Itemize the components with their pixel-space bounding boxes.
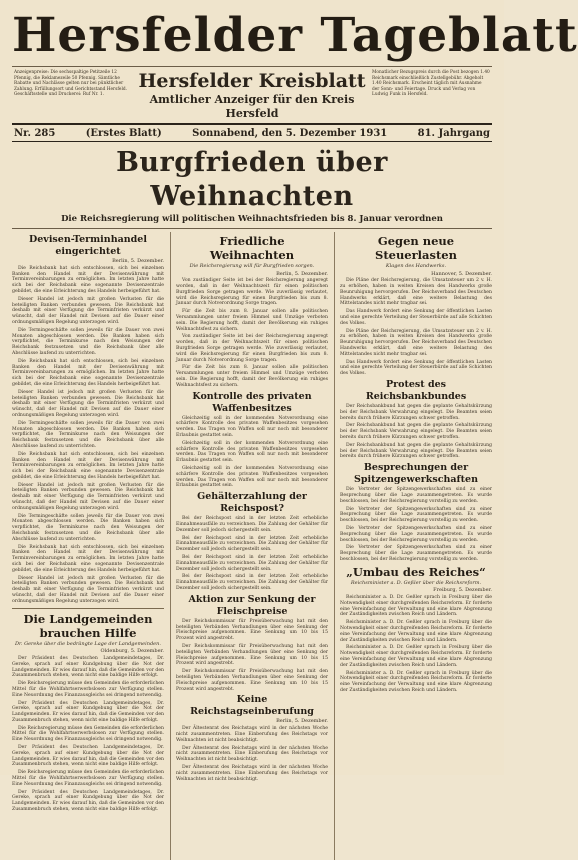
article-paragraph: Reichsminister a. D. Dr. Geßler sprach in Freiburg über die Notwendigkeit einer durchgreifenden Reichsreform. Er forderte eine Vereinfachung der Verwaltung und eine klare Abgrenzung der Zuständigkeiten zwischen Reich und Ländern. <box>340 645 492 668</box>
article-paragraph: Der Reichsbankbund hat gegen die geplante Gehaltskürzung bei der Reichsbank Verwahrung eingelegt. Die Beamten seien bereits durch frühere Kürzungen schwer getroffen. <box>340 404 492 421</box>
article-title: Kontrolle des privaten Waffenbesitzes <box>192 390 312 414</box>
article-subtitle: Klagen des Handwerks. <box>385 263 447 269</box>
kreisblatt-title: Hersfelder Kreisblatt <box>138 70 366 92</box>
issue-dateline <box>12 123 492 142</box>
article-paragraph: Der Reichskommissar für Preisüberwachung hat mit den beteiligten Verbänden Verhandlungen über eine Senkung der Fleischpreise aufgenommen. Eine Senkung um 10 bis 15 Prozent wird angestrebt. <box>176 618 328 642</box>
article-title: Devisen-Terminhandel eingerichtet <box>29 234 147 257</box>
article-paragraph: Dieser Handel ist jedoch mit großen Verlusten für die beteiligten Banken verbunden gewesen. Die Reichsbank hat deshalb mit einer Verfügung die Terminfristen verkürzt und wünscht, daß der Handel mit Devisen auf die Dauer einer ordnungsmäßigen Regelung unterzogen wird. <box>12 296 164 325</box>
article-paragraph: Die Termingeschäfte sollen jeweils für die Dauer von zwei Monaten abgeschlossen werden. Die Banken haben sich verpflichtet, die Terminkurse nach den Weisungen der Reichsbank festzusetzen und die Reichsbank über alle Abschlüsse laufend zu unterrichten. <box>12 420 164 449</box>
article-paragraph: Dieser Handel ist jedoch mit großen Verlusten für die beteiligten Banken verbunden gewesen. Die Reichsbank hat deshalb mit einer Verfügung die Terminfristen verkürzt und wünscht, daß der Handel mit Devisen auf die Dauer einer ordnungsmäßigen Regelung unterzogen wird. <box>12 575 164 604</box>
article-paragraph: Reichsminister a. D. Dr. Geßler sprach in Freiburg über die Notwendigkeit einer durchgreifenden Reichsreform. Er forderte eine Vereinfachung der Verwaltung und eine klare Abgrenzung der Zuständigkeiten zwischen Reich und Ländern. <box>340 595 492 618</box>
article-paragraph: Bei der Reichspost sind in der letzten Zeit erhebliche Einnahmeausfälle zu verzeichnen. Die Zahlung der Gehälter für Dezember soll jedoch sichergestellt sein. <box>176 554 328 572</box>
article-title: Keine Reichstagseinberufung <box>190 694 314 718</box>
headline-deck: Die Reichsregierung will politischen Weihnachtsfrieden bis 8. Januar verordnen <box>12 214 492 229</box>
article-paragraph: Die Reichsbank hat sich entschlossen, sich bei einzelnen Banken den Handel mit der Devisenwährung mit Terminvereinbarungen zu ermöglichen. Im letzten Jahre hatte sich bei der Reichsbank eine sogenannte Devisenzentrale gebildet, die eine Erleichterung des Handels herbeigeführt hat. <box>12 544 164 573</box>
article-paragraph: Der Präsident des Deutschen Landgemeindetages, Dr. Gereke, sprach auf einer Kundgebung über die Not der Landgemeinden. Er wies darauf hin, daß die Gemeinden vor den Zusammenbruch stehen, wenn nicht eine baldige Hilfe erfolgt. <box>12 655 164 679</box>
article-paragraph: Das Handwerk fordert eine Senkung der öffentlichen Lasten und eine gerechte Verteilung der Steuerbürde auf alle Schichten des Volkes. <box>340 309 492 326</box>
article-paragraph: Der Reichsbankbund hat gegen die geplante Gehaltskürzung bei der Reichsbank Verwahrung eingelegt. Die Beamten seien bereits durch frühere Kürzungen schwer getroffen. <box>340 442 492 460</box>
article-paragraph: Die Reichsbank hat sich entschlossen, sich bei einzelnen Banken den Handel mit der Devisenwährung mit Terminvereinbarungen zu ermöglichen. Im letzten Jahre hatte sich bei der Reichsbank eine sogenannte Devisenzentrale gebildet, die eine Erleichterung des Handels herbeigeführt hat. <box>12 358 164 387</box>
masthead-title: Hersfelder Tageblatt <box>12 8 578 63</box>
article-title: Protest des Reichsbankbundes <box>365 379 467 403</box>
article-paragraph: Der Reichskommissar für Preisüberwachung hat mit den beteiligten Verbänden Verhandlungen über eine Senkung der Fleischpreise aufgenommen. Eine Senkung um 10 bis 15 Prozent wird angestrebt. <box>176 643 328 667</box>
article-paragraph: Von zuständiger Seite ist bei der Reichsregierung angeregt worden, daß in der Weihnachtszeit für einen politischen Burgfrieden Sorge getragen werde. Wie zuverlässig verlautet, wird die Reichsregierung für einen Burgfrieden bis zum 8. Januar durch Notverordnung Sorge tragen. <box>176 278 328 307</box>
issue-number: Nr. 285 <box>14 127 56 139</box>
article-title: Besprechungen der Spitzengewerkschaften <box>354 462 478 486</box>
article-paragraph: Der Reichsbankbund hat gegen die geplante Gehaltskürzung bei der Reichsbank Verwahrung eingelegt. Die Beamten seien bereits durch frühere Kürzungen schwer getroffen. <box>340 423 492 441</box>
issue-date: Sonnabend, den 5. Dezember 1931 <box>192 127 388 139</box>
article-dateline: Hannover, 5. Dezember. <box>431 270 492 277</box>
article-paragraph: Der Präsident des Deutschen Landgemeindetages, Dr. Gereke, sprach auf einer Kundgebung über die Not der Landgemeinden. Er wies darauf hin, daß die Gemeinden vor den Zusammenbruch stehen, wenn nicht eine baldige Hilfe erfolgt. <box>12 700 164 723</box>
article-columns <box>12 232 492 860</box>
article-paragraph: Der Ältestenrat des Reichstags wird in der nächsten Woche nicht zusammentreten. Eine Einberufung des Reichstags vor Weihnachten ist nicht beabsichtigt. <box>176 726 328 743</box>
article-paragraph: Die Vertreter der Spitzengewerkschaften sind zu einer Besprechung über die Lage zusammengetreten. Es wurde beschlossen, bei der Reichsregierung vorstellig zu werden. <box>340 506 492 524</box>
article-title: Gegen neue Steuerlasten <box>375 234 457 262</box>
article-paragraph: Bei der Reichspost sind in der letzten Zeit erhebliche Einnahmeausfälle zu verzeichnen. Die Zahlung der Gehälter für Dezember soll jedoch sichergestellt sein. <box>176 574 328 591</box>
main-headline: Burgfrieden über Weihnachten <box>116 147 388 212</box>
article-paragraph: Die Pläne der Reichsregierung, die Umsatzsteuer um 2 v. H. zu erhöhen, haben in weiten Kreisen des Handwerks große Beunruhigung hervorgerufen. Der Reichsverband des Deutschen Handwerks erklärt, daß eine weitere Belastung des Mittelstandes nicht mehr tragbar sei. <box>340 328 492 357</box>
article-paragraph: Die Vertreter der Spitzengewerkschaften sind zu einer Besprechung über die Lage zusammengetreten. Es wurde beschlossen, bei der Reichsregierung vorstellig zu werden. <box>340 487 492 504</box>
article-title: Gehälterzahlung der Reichspost? <box>197 491 307 515</box>
article-dateline: Oldenburg, 5. Dezember. <box>100 648 164 655</box>
column-divider-rule <box>12 608 164 609</box>
article-paragraph: Die Pläne der Reichsregierung, die Umsatzsteuer um 2 v. H. zu erhöhen, haben in weiten Kreisen des Handwerks große Beunruhigung hervorgerufen. Der Reichsverband des Deutschen Handwerks erklärt, daß eine weitere Belastung des Mittelstandes nicht mehr tragbar sei. <box>340 278 492 307</box>
article-paragraph: Die Termingeschäfte sollen jeweils für die Dauer von zwei Monaten abgeschlossen werden. Die Banken haben sich verpflichtet, die Terminkurse nach den Weisungen der Reichsbank festzusetzen und die Reichsbank über alle Abschlüsse laufend zu unterrichten. <box>12 327 164 356</box>
column-1 <box>12 232 164 860</box>
article-paragraph: Die Vertreter der Spitzengewerkschaften sind zu einer Besprechung über die Lage zusammengetreten. Es wurde beschlossen, bei der Reichsregierung vorstellig zu werden. <box>340 545 492 562</box>
article-paragraph: Für die Zeit bis zum 8. Januar sollen alle politischen Versammlungen unter freiem Himmel und Umzüge verboten sein. Die Regierung hofft, damit der Bevölkerung ein ruhiges Weihnachtsfest zu sichern. <box>176 365 328 388</box>
article-subtitle: Die Reichsregierung will für Burgfrieden sorgen. <box>189 263 315 269</box>
subhead-center <box>134 67 370 121</box>
subscription-info-right: Monatlicher Bezugspreis durch die Post bezogen 1.40 Reichsmark einschließlich Zustellgebühr. Abgeholt 1.40 Reichsmark. Erscheint täglich mit Ausnahme der Sonn- und Feiertage. Druck und Verlag von Ludwig Funk in Hersfeld. <box>372 70 490 98</box>
volume-label: 81. Jahrgang <box>417 127 490 139</box>
article-title: Friedliche Weihnachten <box>209 234 295 262</box>
article-title: Aktion zur Senkung der Fleischpreise <box>188 593 316 617</box>
article-paragraph: Gleichzeitig soll in der kommenden Notverordnung eine schärfere Kontrolle des privaten Waffenbesitzes vorgesehen werden. Das Tragen von Waffen soll nur noch mit besonderer Erlaubnis gestattet sein. <box>176 415 328 439</box>
article-dateline: Freiburg, 5. Dezember. <box>433 587 492 594</box>
article-paragraph: Gleichzeitig soll in der kommenden Notverordnung eine schärfere Kontrolle des privaten Waffenbesitzes vorgesehen werden. Das Tragen von Waffen soll nur noch mit besonderer Erlaubnis gestattet sein. <box>176 466 328 489</box>
article-dateline: Berlin, 5. Dezember. <box>112 258 164 264</box>
article-title: Die Landgemeinden brauchen Hilfe <box>23 611 153 640</box>
subhead-band <box>12 66 492 121</box>
article-paragraph: Die Reichsregierung müsse den Gemeinden die erforderlichen Mittel für die Wohlfahrtserwerbslosen zur Verfügung stellen. Eine Neuordnung des Finanzausgleichs sei dringend notwendig. <box>12 725 164 743</box>
article-dateline: Berlin, 5. Dezember. <box>276 270 328 277</box>
article-paragraph: Der Präsident des Deutschen Landgemeindetages, Dr. Gereke, sprach auf einer Kundgebung über die Not der Landgemeinden. Er wies darauf hin, daß die Gemeinden vor den Zusammenbruch stehen, wenn nicht eine baldige Hilfe erfolgt. <box>12 789 164 813</box>
article-paragraph: Von zuständiger Seite ist bei der Reichsregierung angeregt worden, daß in der Weihnachtszeit für einen politischen Burgfrieden Sorge getragen werde. Wie zuverlässig verlautet, wird die Reichsregierung für einen Burgfrieden bis zum 8. Januar durch Notverordnung Sorge tragen. <box>176 334 328 363</box>
column-2 <box>170 232 328 860</box>
article-paragraph: Reichsminister a. D. Dr. Geßler sprach in Freiburg über die Notwendigkeit einer durchgreifenden Reichsreform. Er forderte eine Vereinfachung der Verwaltung und eine klare Abgrenzung der Zuständigkeiten zwischen Reich und Ländern. <box>340 670 492 694</box>
article-paragraph: Der Präsident des Deutschen Landgemeindetages, Dr. Gereke, sprach auf einer Kundgebung über die Not der Landgemeinden. Er wies darauf hin, daß die Gemeinden vor den Zusammenbruch stehen, wenn nicht eine baldige Hilfe erfolgt. <box>12 745 164 768</box>
article-paragraph: Die Vertreter der Spitzengewerkschaften sind zu einer Besprechung über die Lage zusammengetreten. Es wurde beschlossen, bei der Reichsregierung vorstellig zu werden. <box>340 526 492 543</box>
article-paragraph: Die Reichsregierung müsse den Gemeinden die erforderlichen Mittel für die Wohlfahrtserwerbslosen zur Verfügung stellen. Eine Neuordnung des Finanzausgleichs sei dringend notwendig. <box>12 681 164 698</box>
article-paragraph: Dieser Handel ist jedoch mit großen Verlusten für die beteiligten Banken verbunden gewesen. Die Reichsbank hat deshalb mit einer Verfügung die Terminfristen verkürzt und wünscht, daß der Handel mit Devisen auf die Dauer einer ordnungsmäßigen Regelung unterzogen wird. <box>12 389 164 418</box>
article-paragraph: Der Ältestenrat des Reichstags wird in der nächsten Woche nicht zusammentreten. Eine Einberufung des Reichstags vor Weihnachten ist nicht beabsichtigt. <box>176 764 328 782</box>
article-paragraph: Die Reichsbank hat sich entschlossen, sich bei einzelnen Banken den Handel mit der Devisenwährung mit Terminvereinbarungen zu ermöglichen. Im letzten Jahre hatte sich bei der Reichsbank eine sogenannte Devisenzentrale gebildet, die eine Erleichterung des Handels herbeigeführt hat. <box>12 265 164 294</box>
article-paragraph: Die Reichsbank hat sich entschlossen, sich bei einzelnen Banken den Handel mit der Devisenwährung mit Terminvereinbarungen zu ermöglichen. Im letzten Jahre hatte sich bei der Reichsbank eine sogenannte Devisenzentrale gebildet, die eine Erleichterung des Handels herbeigeführt hat. <box>12 451 164 480</box>
article-paragraph: Das Handwerk fordert eine Senkung der öffentlichen Lasten und eine gerechte Verteilung der Steuerbürde auf alle Schichten des Volkes. <box>340 359 492 377</box>
article-subtitle: Dr. Gereke über die bedrängte Lage der Landgemeinden. <box>15 640 161 647</box>
article-paragraph: Dieser Handel ist jedoch mit großen Verlusten für die beteiligten Banken verbunden gewesen. Die Reichsbank hat deshalb mit einer Verfügung die Terminfristen verkürzt und wünscht, daß der Handel mit Devisen auf die Dauer einer ordnungsmäßigen Regelung unterzogen wird. <box>12 482 164 511</box>
article-paragraph: Für die Zeit bis zum 8. Januar sollen alle politischen Versammlungen unter freiem Himmel und Umzüge verboten sein. Die Regierung hofft, damit der Bevölkerung ein ruhiges Weihnachtsfest zu sichern. <box>176 309 328 332</box>
article-subtitle: Reichsminister a. D. Geßler über die Reichsreform. <box>350 579 482 586</box>
article-paragraph: Der Ältestenrat des Reichstags wird in der nächsten Woche nicht zusammentreten. Eine Einberufung des Reichstags vor Weihnachten ist nicht beabsichtigt. <box>176 745 328 763</box>
subscription-info-left: Anzeigenpreise: Die sechsspaltige Petitzeile 12 Pfennig, die Reklamezeile 50 Pfennig. Sämtliche Rabatte und Nachlässe gelten nur bei pünktlicher Zahlung. Erfüllungsort und Gerichtsstand Hersfeld. Geschäftsstelle und Druckerei: Ruf Nr. 1. <box>14 70 127 98</box>
article-paragraph: Reichsminister a. D. Dr. Geßler sprach in Freiburg über die Notwendigkeit einer durchgreifenden Reichsreform. Er forderte eine Vereinfachung der Verwaltung und eine klare Abgrenzung der Zuständigkeiten zwischen Reich und Ländern. <box>340 620 492 643</box>
edition-label: (Erstes Blatt) <box>85 127 162 139</box>
column-3 <box>334 232 492 860</box>
article-paragraph: Gleichzeitig soll in der kommenden Notverordnung eine schärfere Kontrolle des privaten Waffenbesitzes vorgesehen werden. Das Tragen von Waffen soll nur noch mit besonderer Erlaubnis gestattet sein. <box>176 440 328 464</box>
article-paragraph: Bei der Reichspost sind in der letzten Zeit erhebliche Einnahmeausfälle zu verzeichnen. Die Zahlung der Gehälter für Dezember soll jedoch sichergestellt sein. <box>176 516 328 533</box>
article-paragraph: Die Reichsregierung müsse den Gemeinden die erforderlichen Mittel für die Wohlfahrtserwerbslosen zur Verfügung stellen. Eine Neuordnung des Finanzausgleichs sei dringend notwendig. <box>12 770 164 787</box>
article-paragraph: Die Termingeschäfte sollen jeweils für die Dauer von zwei Monaten abgeschlossen werden. Die Banken haben sich verpflichtet, die Terminkurse nach den Weisungen der Reichsbank festzusetzen und die Reichsbank über alle Abschlüsse laufend zu unterrichten. <box>12 513 164 542</box>
article-paragraph: Der Reichskommissar für Preisüberwachung hat mit den beteiligten Verbänden Verhandlungen über eine Senkung der Fleischpreise aufgenommen. Eine Senkung um 10 bis 15 Prozent wird angestrebt. <box>176 669 328 692</box>
article-paragraph: Bei der Reichspost sind in der letzten Zeit erhebliche Einnahmeausfälle zu verzeichnen. Die Zahlung der Gehälter für Dezember soll jedoch sichergestellt sein. <box>176 535 328 553</box>
article-title: „Umbau des Reiches“ <box>346 564 486 579</box>
article-dateline: Berlin, 5. Dezember. <box>276 718 328 725</box>
official-gazette-subtitle: Amtlicher Anzeiger für den Kreis Hersfeld <box>149 93 355 120</box>
